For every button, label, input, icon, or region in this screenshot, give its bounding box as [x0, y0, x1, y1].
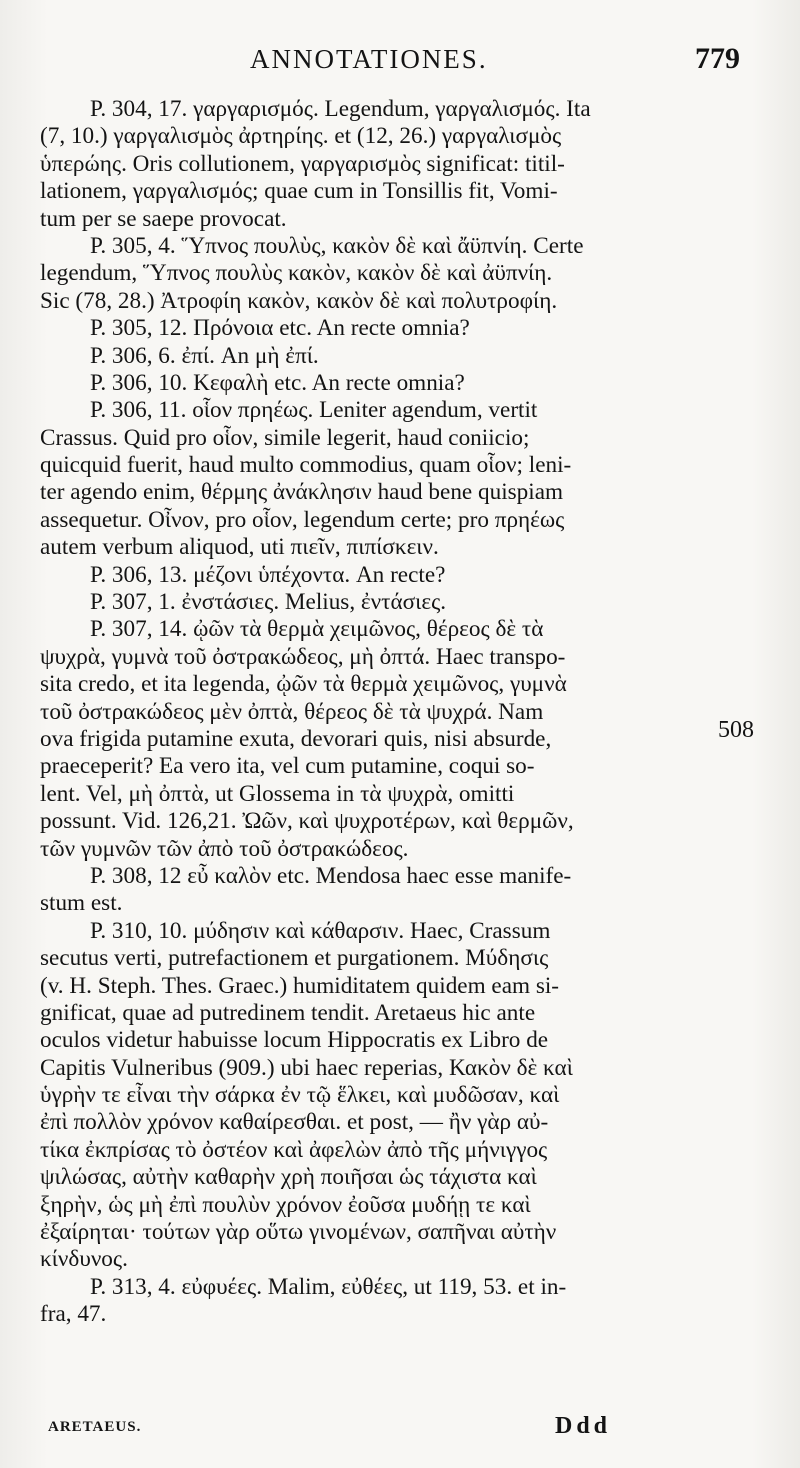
text-line: P. 307, 1. ἐνστάσιες. Melius, ἐντάσιες.	[90, 589, 447, 616]
text-line: tum per se saepe provocat.	[40, 205, 287, 232]
text-line: praeceperit? Ea vero ita, vel cum putamine, coqui so-	[40, 753, 535, 780]
page-header	[40, 44, 740, 94]
text-line: ξηρὴν, ὡς μὴ ἐπὶ πουλὺν χρόνον ἐοῦσα μυδήῃ τε καὶ	[40, 1191, 531, 1218]
text-line: P. 306, 13. μέζονι ὑπέχοντα. An recte?	[90, 561, 446, 588]
text-line: ὑπερώης. Oris collutionem, γαργαρισμὸς significat: titil-	[40, 150, 565, 177]
page-footer	[48, 1413, 728, 1453]
text-line: κίνδυνος.	[40, 1246, 128, 1273]
text-line: possunt. Vid. 126,21. Ὠῶν, καὶ ψυχροτέρων, καὶ θερμῶν,	[40, 808, 574, 835]
margin-page-reference: 508	[718, 717, 754, 743]
text-line: ova frigida putamine exuta, devorari quis, nisi absurde,	[40, 725, 552, 752]
text-line: P. 305, 4. Ὕπνος πουλὺς, κακὸν δὲ καὶ ἄϋπνίη. Certe	[90, 232, 584, 259]
text-line: Crassus. Quid pro οἷον, simile legerit, haud coniicio;	[40, 424, 530, 451]
text-line: τίκα ἐκπρίσας τὸ ὀστέον καὶ ἀφελὼν ἀπὸ τῆς μήνιγγος	[40, 1136, 548, 1163]
text-line: ψιλώσας, αὐτὴν καθαρὴν χρὴ ποιῆσαι ὡς τάχιστα καὶ	[40, 1164, 537, 1191]
text-line: assequetur. Οἶνον, pro οἷον, legendum certe; pro πρηέως	[40, 506, 565, 533]
text-line: Capitis Vulneribus (909.) ubi haec reperias, Κακὸν δὲ καὶ	[40, 1054, 573, 1081]
text-line: P. 310, 10. μύδησιν καὶ κάθαρσιν. Haec, Crassum	[90, 917, 551, 944]
text-line: P. 306, 6. ἐπί. An μὴ ἐπί.	[90, 342, 319, 369]
text-line: ἐπὶ πολλὸν χρόνον καθαίρεσθαι. et post, — ἢν γὰρ αὐ-	[40, 1109, 549, 1136]
text-line: ἐξαίρηται· τούτων γὰρ οὕτω γινομένων, σαπῆναι αὐτὴν	[40, 1219, 557, 1246]
text-line: P. 308, 12 εὖ καλὸν etc. Mendosa haec esse manife-	[90, 862, 572, 889]
page-number: 779	[695, 42, 740, 75]
text-line: τοῦ ὀστρακώδεος μὲν ὀπτὰ, θέρεος δὲ τὰ ψυχρά. Nam	[40, 698, 544, 725]
text-line: P. 305, 12. Πρόνοια etc. An recte omnia?	[90, 315, 470, 342]
text-line: ψυχρὰ, γυμνὰ τοῦ ὀστρακώδεος, μὴ ὀπτά. Haec transpo-	[40, 643, 566, 670]
text-line: lent. Vel, μὴ ὀπτὰ, ut Glossema in τὰ ψυχρὰ, omitti	[40, 780, 515, 807]
text-line: secutus verti, putrefactionem et purgationem. Μύδησις	[40, 945, 549, 972]
text-line: P. 307, 14. ᾠῶν τὰ θερμὰ χειμῶνος, θέρεος δὲ τὰ	[90, 616, 544, 643]
text-line: (7, 10.) γαργαλισμὸς ἀρτηρίης. et (12, 26.) γαργαλισμὸς	[40, 123, 562, 150]
text-line: P. 313, 4. εὐφυέες. Malim, εὐθέες, ut 119, 53. et in-	[90, 1273, 567, 1300]
running-title: ANNOTATIONES.	[250, 44, 488, 74]
text-line: fra, 47.	[40, 1301, 107, 1328]
text-line: legendum, Ὕπνος πουλὺς κακὸν, κακὸν δὲ καὶ ἀϋπνίη.	[40, 260, 553, 287]
annotation-text	[40, 96, 740, 1329]
text-line: Sic (78, 28.) Ἀτροφίη κακὸν, κακὸν δὲ καὶ πολυτροφίη.	[40, 287, 558, 314]
text-line: ὑγρὴν τε εἶναι τὴν σάρκα ἐν τῷ ἕλκει, καὶ μυδῶσαν, καὶ	[40, 1082, 560, 1109]
text-line: P. 306, 10. Κεφαλὴ etc. An recte omnia?	[90, 369, 465, 396]
text-line: autem verbum aliquod, uti πιεῖν, πιπίσκειν.	[40, 534, 439, 561]
text-line: τῶν γυμνῶν τῶν ἀπὸ τοῦ ὀστρακώδεος.	[40, 835, 409, 862]
signature-mark-right: Ddd	[555, 1413, 612, 1439]
text-line: sita credo, et ita legenda, ᾠῶν τὰ θερμὰ χειμῶνος, γυμνὰ	[40, 671, 567, 698]
text-line: oculos videtur habuisse locum Hippocratis ex Libro de	[40, 1027, 549, 1054]
text-line: stum est.	[40, 890, 123, 917]
text-line: quicquid fuerit, haud multo commodius, quam οἷον; leni-	[40, 452, 572, 479]
text-line: gnificat, quae ad putredinem tendit. Aretaeus hic ante	[40, 999, 536, 1026]
text-line: P. 304, 17. γαργαρισμός. Legendum, γαργαλισμός. Ita	[90, 96, 591, 122]
text-line: lationem, γαργαλισμός; quae cum in Tonsillis fit, Vomi-	[40, 178, 558, 205]
signature-mark-left: ARETAEUS.	[48, 1419, 142, 1435]
text-line: ter agendo enim, θέρμης ἀνάκλησιν haud bene quispiam	[40, 479, 564, 506]
text-line: P. 306, 11. οἷον πρηέως. Leniter agendum, vertit	[90, 397, 538, 424]
text-line: (v. H. Steph. Thes. Graec.) humiditatem quidem eam si-	[40, 972, 560, 999]
